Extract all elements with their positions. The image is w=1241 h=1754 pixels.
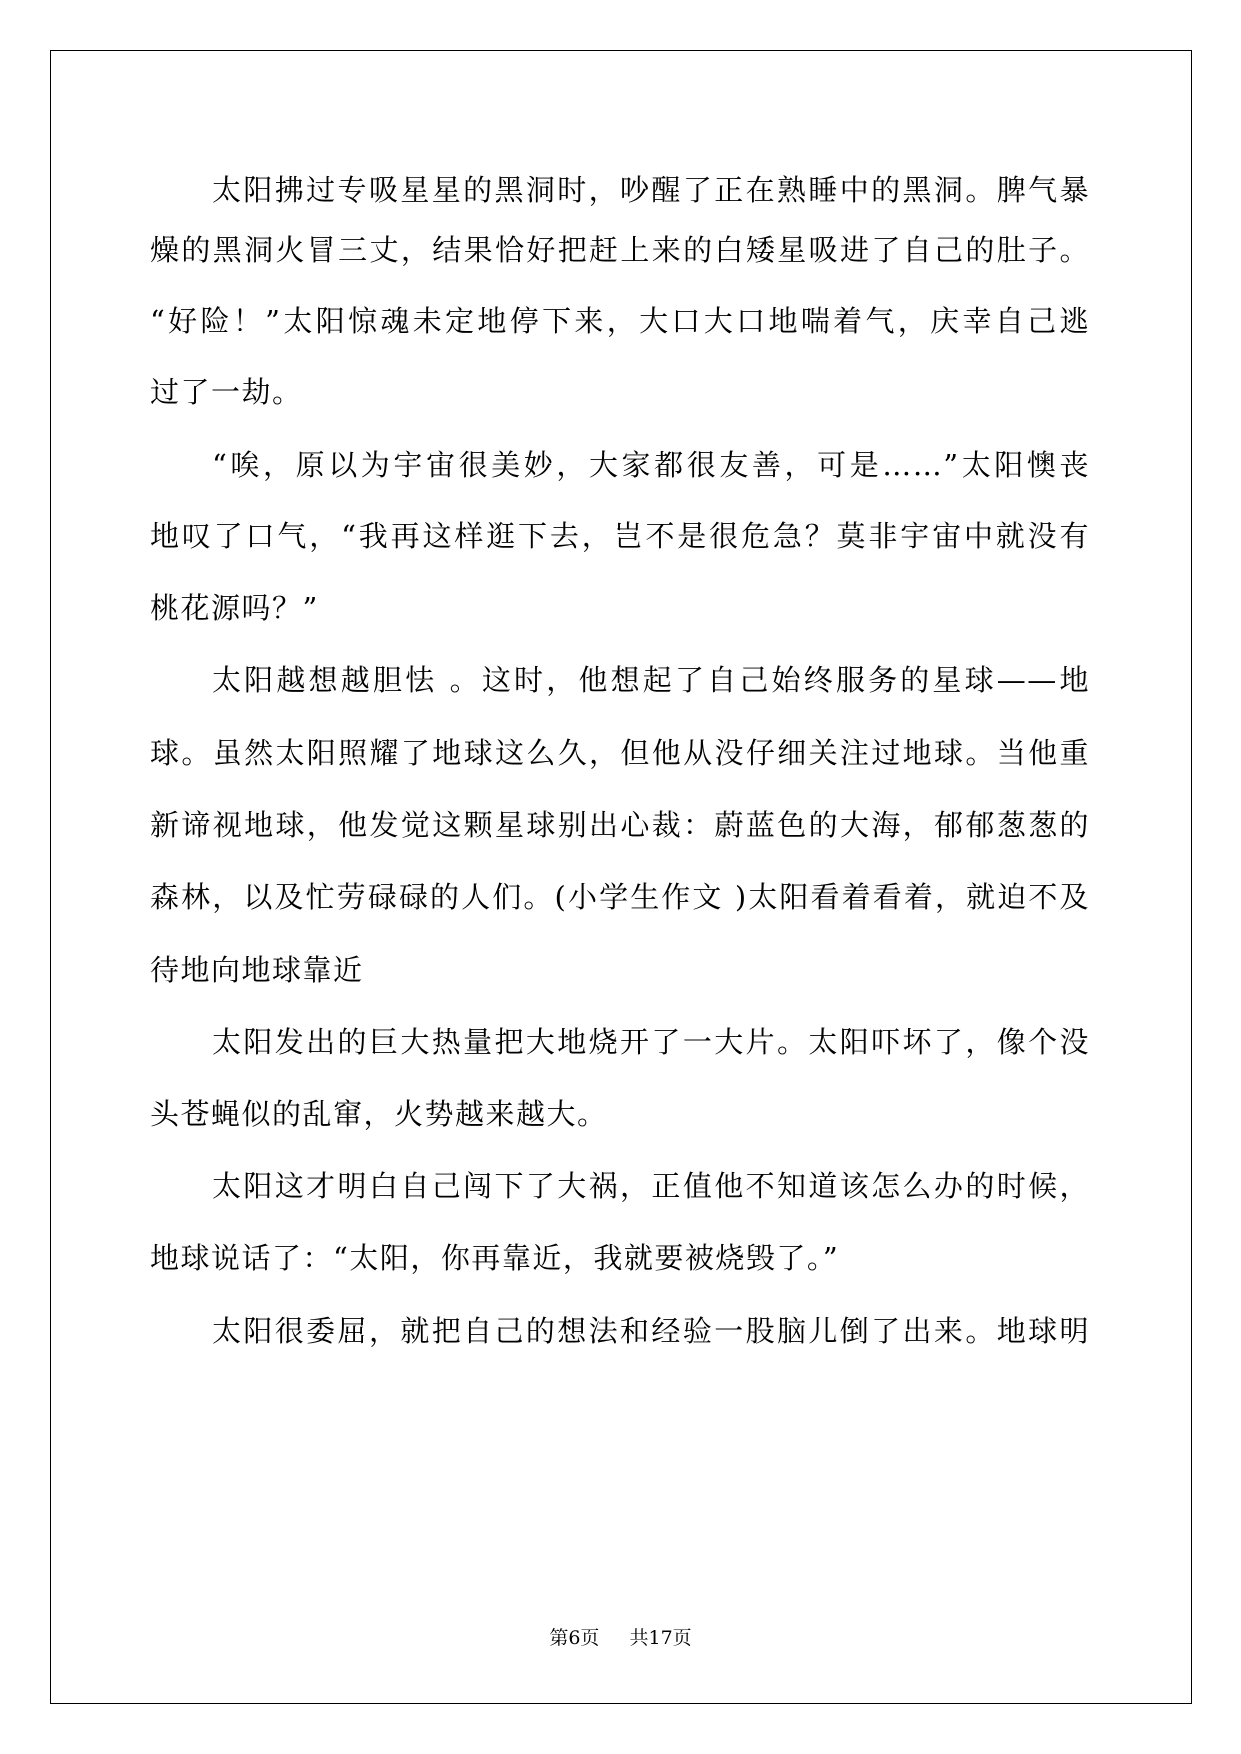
paragraph-line: 森林，以及忙劳碌碌的人们。(小学生作文 )太阳看着看着，就迫不及: [150, 880, 1090, 914]
paragraph-line: 地球说话了：“太阳，你再靠近，我就要被烧毁了。”: [150, 1241, 840, 1275]
page-total: 共17页: [629, 1627, 692, 1649]
paragraph-line: 太阳越想越胆怯 。这时，他想起了自己始终服务的星球——地: [212, 663, 1090, 697]
paragraph-line: 桃花源吗？”: [150, 591, 319, 625]
page-footer: [0, 1626, 1241, 1650]
paragraph-line: 球。虽然太阳照耀了地球这么久，但他从没仔细关注过地球。当他重: [150, 736, 1090, 770]
paragraph-line: 待地向地球靠近: [150, 953, 364, 987]
paragraph-line: 地叹了口气，“我再这样逛下去，岂不是很危急？莫非宇宙中就没有: [150, 519, 1090, 553]
paragraph-line: 太阳很委屈，就把自己的想法和经验一股脑儿倒了出来。地球明: [212, 1314, 1090, 1348]
paragraph-line: 新谛视地球，他发觉这颗星球别出心裁：蔚蓝色的大海，郁郁葱葱的: [150, 808, 1090, 842]
paragraph-line: 燥的黑洞火冒三丈，结果恰好把赶上来的白矮星吸进了自己的肚子。: [150, 233, 1090, 267]
paragraph-line: 过了一劫。: [150, 375, 303, 409]
paragraph-line: “唉，原以为宇宙很美妙，大家都很友善，可是……”太阳懊丧: [212, 448, 1090, 482]
paragraph-line: “好险！”太阳惊魂未定地停下来，大口大口地喘着气，庆幸自己逃: [150, 304, 1090, 338]
paragraph-line: 太阳这才明白自己闯下了大祸，正值他不知道该怎么办的时候，: [212, 1169, 1090, 1203]
paragraph-line: 太阳拂过专吸星星的黑洞时，吵醒了正在熟睡中的黑洞。脾气暴: [212, 173, 1090, 207]
page-number: 第6页: [549, 1627, 600, 1649]
paragraph-line: 头苍蝇似的乱窜，火势越来越大。: [150, 1097, 608, 1131]
paragraph-line: 太阳发出的巨大热量把大地烧开了一大片。太阳吓坏了，像个没: [212, 1025, 1090, 1059]
